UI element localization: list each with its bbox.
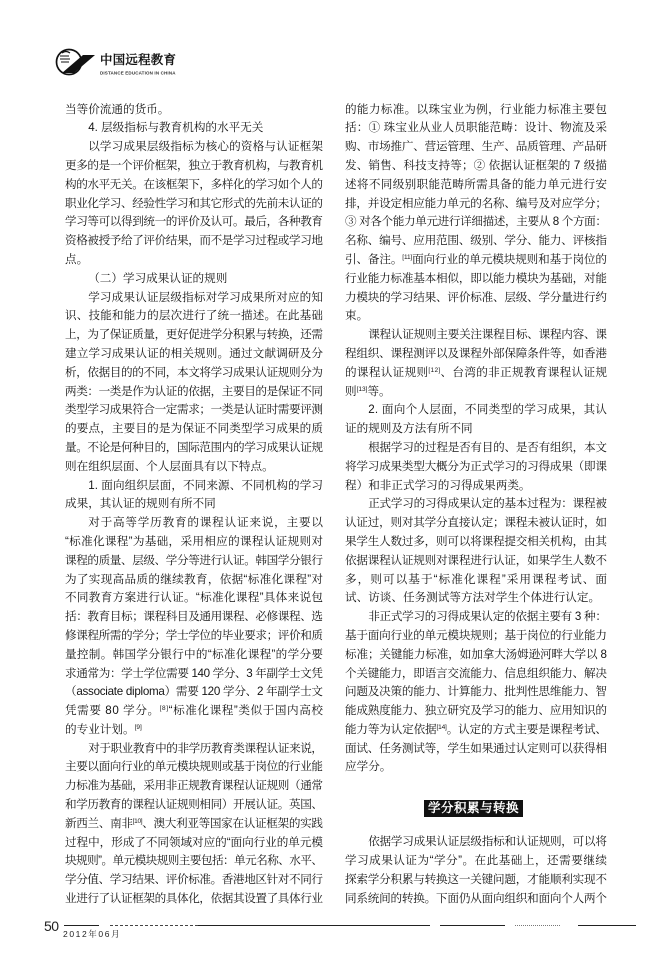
text-line [65, 890, 323, 909]
text-line [65, 232, 323, 251]
footer-rule [578, 925, 636, 926]
paragraph [65, 740, 323, 909]
text-line [65, 665, 323, 684]
text-line [65, 627, 323, 646]
citation-ref: [8] [159, 705, 169, 713]
line-text: 两类：一类是作为认证的依据，主要目的是保证不同 [65, 384, 323, 398]
line-text: 认证过，则对其学分直接认定；课程未被认证时，如 [345, 516, 607, 530]
text-line [345, 495, 607, 514]
line-text: 识、技能和能力的层次进行了统一描述。在此基础 [65, 309, 324, 323]
text-line [345, 119, 607, 138]
line-text: 排，并设定相应能力单元的名称、编号及对应学分； [345, 196, 607, 210]
text-segment: 等。 [367, 384, 391, 398]
left-column [65, 101, 323, 909]
line-text [65, 721, 142, 742]
text-line [345, 458, 607, 477]
text-line [345, 364, 607, 383]
text-line [65, 721, 323, 740]
subheading [65, 270, 323, 289]
line-text: 4. 层级指标与教育机构的水平无关 [88, 121, 264, 135]
line-text: 面试、任务测试等，学生如果通过认定则可以获得相 [345, 741, 607, 755]
paragraph [345, 608, 607, 777]
footer-rule [515, 925, 560, 926]
text-line [65, 157, 323, 176]
line-text: 量控制。韩国学分银行中的“标准化课程”的学分要 [65, 647, 324, 661]
text-line [345, 683, 607, 702]
line-text: 证的规则及方法有所不同 [345, 422, 473, 436]
journal-subtitle: DISTANCE EDUCATION IN CHINA [100, 70, 176, 76]
text-line [345, 665, 607, 684]
text-segment: 的专业计划。 [65, 722, 135, 736]
right-column [345, 101, 607, 909]
line-text [65, 702, 324, 723]
paragraph [345, 439, 607, 495]
text-line [345, 439, 607, 458]
text-line [345, 345, 607, 364]
line-text: 求通常为：学士学位需要 140 学分、3 年副学士文凭 [65, 666, 323, 680]
text-line [65, 326, 323, 345]
line-text: 基于面向行业的单元模块规则；基于岗位的行业能力 [345, 628, 607, 642]
text-line [345, 401, 607, 420]
text-line [65, 777, 323, 796]
text-line [65, 589, 323, 608]
text-line [345, 138, 607, 157]
paragraph [345, 833, 607, 908]
text-line [65, 702, 323, 721]
journal-header [50, 44, 190, 84]
line-text: 1. 面向组织层面，不同来源、不同机构的学习 [88, 478, 324, 492]
text-segment: “标准化课程”类似于国内高校 [168, 704, 324, 718]
line-text: 对于高等学历教育的课程认证来说，主要以 [88, 516, 324, 530]
text-line [345, 157, 607, 176]
line-text: 学习成果认证为“学分”。在此基础上，还需要继续 [345, 854, 608, 868]
text-line [345, 608, 607, 627]
line-text: 当等价流通的货币。 [65, 102, 170, 116]
line-text: 的能力标准。以珠宝业为例，行业能力标准主要包 [345, 102, 608, 116]
text-line [345, 289, 607, 308]
text-line [65, 270, 323, 289]
text-line [345, 552, 607, 571]
line-text: 束。 [345, 309, 369, 323]
line-text: 依据课程认证规则对课程进行认证，如果学生人数不 [345, 553, 607, 567]
line-text: ③ 对各个能力单元进行详细描述，主要从 8 个方面： [345, 215, 607, 229]
paragraph [65, 101, 323, 120]
text-line [345, 195, 607, 214]
text-line [345, 758, 607, 777]
issue-date: 2012年06月 [63, 929, 122, 939]
line-text: 同系统间的转换。下面仍从面向组织和面向个人两个 [345, 891, 607, 905]
line-text: 依据学习成果认证层级指标和认证规则，可以将 [368, 835, 607, 849]
line-text: 应学分。 [345, 760, 392, 774]
line-text: 修课程所需的学分；学士学位的毕业要求；评价和质 [65, 628, 323, 642]
text-line [65, 815, 323, 834]
text-line [65, 834, 323, 853]
text-line [65, 364, 323, 383]
text-line [65, 439, 323, 458]
line-text: 资格被授予给了评价结果，而不是学习过程或学习地 [65, 234, 323, 248]
line-text: 将学习成果类型大概分为正式学习的习得成果（即课 [345, 459, 607, 473]
text-line [65, 345, 323, 364]
text-line [65, 533, 323, 552]
text-line [345, 589, 607, 608]
line-text: 以学习成果层级指标为核心的资格与认证框架 [88, 140, 324, 154]
text-line [345, 646, 607, 665]
line-text: 上，为了保证质量，更好促进学分积累与转换，还需 [65, 328, 323, 342]
subheading [345, 401, 607, 439]
line-text: 括：① 珠宝业从业人员职能范畴：设计、物流及采 [345, 121, 608, 135]
line-text: 析，依据目的的不同，本文将学习成果认证规则分为 [65, 365, 323, 379]
line-text [345, 383, 391, 404]
line-text: 课程认证规则主要关注课程目标、课程内容、课 [368, 328, 607, 342]
text-line [65, 495, 323, 514]
text-segment: 能力等为认定依据 [345, 722, 437, 736]
line-text: 行业能力标准基本相似，即以能力模块为基础，对能 [345, 271, 607, 285]
paragraph [345, 101, 607, 327]
text-line [345, 176, 607, 195]
line-text: （二）学习成果认证的规则 [88, 271, 228, 285]
line-text: 构的水平无关。在该框架下，多样化的学习如个人的 [65, 177, 323, 191]
text-line [65, 119, 323, 138]
text-line [65, 176, 323, 195]
text-line [65, 871, 323, 890]
text-line [65, 420, 323, 439]
text-line [65, 101, 323, 120]
text-line [345, 420, 607, 439]
line-text: 多，则可以基于“标准化课程”采用课程考试、面 [345, 572, 609, 586]
line-text: 的要点，主要目的是为保证不同类型学习成果的质 [65, 422, 324, 436]
citation-ref: [9] [134, 723, 142, 731]
text-line [65, 608, 323, 627]
line-text: 程）和非正式学习的习得成果两类。 [345, 478, 531, 492]
text-line [345, 740, 607, 759]
subheading [65, 119, 323, 138]
text-line [345, 307, 607, 326]
journal-title: 中国远程教育 [100, 53, 177, 67]
line-text: 购、市场推广、营运管理、生产、品质管理、产品研 [345, 140, 607, 154]
line-text: 量。不论是何种目的，国际范围内的学习成果认证规 [65, 440, 323, 454]
text-line [345, 627, 607, 646]
text-line [345, 871, 607, 890]
text-line [65, 195, 323, 214]
text-line [65, 477, 323, 496]
line-text: 不同教育方案进行认证。“标准化课程”具体来说包 [65, 591, 324, 605]
line-text: 述将不同级别职能范畴所需具备的能力单元进行安 [345, 177, 608, 191]
text-line [345, 383, 607, 402]
line-text: 和学历教育的课程认证规则相同）开展认证。英国、 [65, 798, 323, 812]
citation-ref: [11] [402, 253, 413, 261]
line-text [65, 815, 323, 836]
line-text: （associate diploma）需要 120 学分、2 年副学士文 [65, 685, 323, 699]
text-line [65, 796, 323, 815]
text-line [65, 213, 323, 232]
line-text: 对于职业教育中的非学历教育类课程认证来说， [88, 741, 323, 755]
line-text: 成果，其认证的规则有所不同 [65, 497, 216, 511]
line-text: 块规则”。单元模块规则主要包括：单元名称、水平、 [65, 854, 323, 868]
line-text: 学习等可以得到统一的评价及认可。最后，各种教育 [65, 215, 323, 229]
line-text: 名称、编号、应用范围、级别、学分、能力、评核指 [345, 234, 607, 248]
line-text: 点。 [65, 252, 89, 266]
text-line [65, 552, 323, 571]
text-segment: 则 [345, 384, 357, 398]
text-line [65, 571, 323, 590]
line-text: 学习成果认证层级指标对学习成果所对应的知 [88, 290, 324, 304]
text-line [65, 307, 323, 326]
line-text: 为了实现高品质的继续教育，依据“标准化课程”对 [65, 572, 324, 586]
footer-rule [198, 925, 430, 926]
journal-logo-icon [50, 44, 98, 80]
text-line [345, 270, 607, 289]
line-text: “标准化课程”为基础，采用相应的课程认证规则对 [65, 534, 324, 548]
line-text: 则在组织层面、个人层面具有以下特点。 [65, 459, 274, 473]
text-line [345, 571, 607, 590]
text-line [345, 514, 607, 533]
text-line [65, 138, 323, 157]
paragraph [65, 289, 323, 477]
text-line [345, 101, 607, 120]
paragraph [345, 326, 607, 401]
text-line [65, 289, 323, 308]
text-segment: 凭需要 80 学分。 [65, 704, 160, 718]
footer-rule [110, 925, 198, 926]
footer-rule [64, 925, 99, 926]
line-text: 主要以面向行业的单元模块规则或基于岗位的行业能 [65, 760, 323, 774]
line-text [345, 251, 607, 272]
text-line [345, 833, 607, 852]
text-line [65, 401, 323, 420]
line-text: 2. 面向个人层面，不同类型的学习成果，其认 [368, 403, 608, 417]
text-line [345, 533, 607, 552]
page-number: 50 [44, 918, 59, 934]
subheading [65, 477, 323, 515]
text-segment: 引、备注。 [345, 252, 403, 266]
text-line [345, 251, 607, 270]
line-text: 个关键能力，即语言交流能力、信息组织能力、解决 [345, 666, 607, 680]
text-line [65, 383, 323, 402]
citation-ref: [14] [436, 723, 447, 731]
text-line [65, 852, 323, 871]
text-segment: 面向行业的单元模块规则和基于岗位的 [412, 252, 607, 266]
text-line [345, 213, 607, 232]
text-line [65, 740, 323, 759]
text-segment: 、澳大利亚等国家在认证框架的实践 [142, 816, 323, 830]
text-line [345, 326, 607, 345]
line-text: 探索学分积累与转换这一关键问题，才能顺利实现不 [345, 873, 607, 887]
footer-rule [440, 925, 505, 926]
line-text [345, 721, 607, 742]
text-line [65, 251, 323, 270]
text-segment: 的课程认证规则 [345, 365, 429, 379]
text-line [345, 721, 607, 740]
line-text [345, 364, 607, 385]
line-text: 更多的是一个评价框架，独立于教育机构，与教育机 [65, 158, 323, 172]
text-line [65, 514, 323, 533]
line-text: 力模块的学习结果、评价标准、层级、学分量进行约 [345, 290, 607, 304]
line-text: 标准；关键能力标准，如加拿大汤姆逊河畔大学以 8 [345, 647, 607, 661]
paragraph [65, 138, 323, 270]
line-text: 程组织、课程测评以及课程外部保障条件等，如香港 [345, 346, 607, 360]
text-line [345, 852, 607, 871]
citation-ref: [12] [428, 366, 441, 374]
text-line [345, 477, 607, 496]
line-text: 课程的质量、层级、学分等进行认证。韩国学分银行 [65, 553, 323, 567]
citation-ref: [13] [356, 385, 368, 393]
line-text: 过程中，形成了不同领域对应的“面向行业的单元模 [65, 835, 323, 849]
text-line [345, 232, 607, 251]
line-text: 能成熟度能力、独立研究及学习的能力、应用知识的 [345, 704, 607, 718]
section-heading: 学分积累与转换 [424, 800, 523, 817]
line-text: 问题及决策的能力、计算能力、批判性思维能力、智 [345, 685, 607, 699]
paragraph [65, 514, 323, 740]
line-text: 学分值、学习结果、评价标准。香港地区针对不同行 [65, 873, 323, 887]
line-text: 非正式学习的习得成果认定的依据主要有 3 种： [368, 610, 607, 624]
text-segment: 新西兰、南非 [65, 816, 133, 830]
line-text: 类型学习成果符合一定需求；一类是认证时需要评测 [65, 403, 323, 417]
citation-ref: [10] [132, 817, 143, 825]
line-text: 力标准为基础，采用非正规教育课程认证规则（通常 [65, 779, 323, 793]
line-text: 果学生人数过多，则可以将课程提交相关机构，由其 [345, 534, 607, 548]
line-text: 试、访谈、任务测试等方法对学生个体进行认定。 [345, 591, 601, 605]
text-segment: 、台湾的非正规教育课程认证规 [440, 365, 608, 379]
text-line [65, 458, 323, 477]
line-text: 括：教育目标；课程科目及通用课程、必修课程、选 [65, 610, 323, 624]
line-text: 发、销售、科技支持等；② 依据认证框架的 7 级描 [345, 158, 608, 172]
section-heading-wrapper [345, 799, 607, 816]
text-line [65, 758, 323, 777]
text-line [345, 702, 607, 721]
text-line [65, 646, 323, 665]
line-text: 业进行了认证框架的具体化，依据其设置了具体行业 [65, 892, 323, 906]
line-text: 职业化学习、经验性学习和其它形式的先前未认证的 [65, 196, 323, 210]
text-segment: 。认定的方式主要是课程考试、 [446, 722, 607, 736]
line-text: 根据学习的过程是否有目的、是否有组织，本文 [368, 440, 607, 454]
paragraph [345, 495, 607, 608]
line-text: 正式学习的习得成果认定的基本过程为：课程被 [368, 497, 607, 511]
line-text: 建立学习成果认证的相关规则。通过文献调研及分 [65, 346, 324, 360]
text-line [65, 683, 323, 702]
text-line [345, 890, 607, 909]
